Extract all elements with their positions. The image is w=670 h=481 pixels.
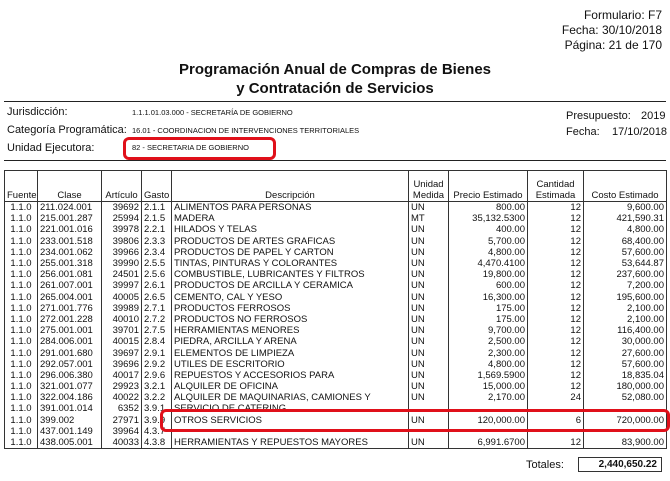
table-row — [5, 347, 667, 358]
cell-precio: 175.00 — [449, 303, 528, 314]
categoria-label: Categoría Programática: — [7, 124, 127, 136]
col-precio: Precio Estimado — [449, 171, 528, 202]
cell-cantidad: 12 — [528, 325, 584, 336]
cell-cantidad: 6 — [528, 415, 584, 426]
cell-gasto: 3.2.2 — [142, 392, 172, 403]
cell-clase: 321.001.077 — [38, 381, 102, 392]
cell-unidad: UN — [409, 202, 449, 214]
cell-costo: 421,590.31 — [584, 213, 667, 224]
cell-fuente: 1.1.0 — [5, 415, 38, 426]
cell-clase: 391.001.014 — [38, 403, 102, 414]
cell-costo: 116,400.00 — [584, 325, 667, 336]
cell-unidad: UN — [409, 415, 449, 426]
cell-descripcion: REPUESTOS Y ACCESORIOS PARA — [172, 370, 409, 381]
cell-gasto: 3.9.9 — [142, 415, 172, 426]
cell-unidad: UN — [409, 280, 449, 291]
presupuesto-label: Presupuesto: — [566, 110, 631, 122]
cell-unidad: UN — [409, 236, 449, 247]
cell-clase: 211.024.001 — [38, 202, 102, 214]
cell-clase: 255.001.318 — [38, 258, 102, 269]
cell-precio: 5,700.00 — [449, 236, 528, 247]
cell-fuente: 1.1.0 — [5, 336, 38, 347]
cell-gasto: 2.3.4 — [142, 247, 172, 258]
cell-clase: 234.001.062 — [38, 247, 102, 258]
cell-unidad: UN — [409, 258, 449, 269]
cell-cantidad: 12 — [528, 202, 584, 214]
cell-fuente: 1.1.0 — [5, 202, 38, 214]
cell-descripcion: HERRAMIENTAS Y REPUESTOS MAYORES — [172, 437, 409, 449]
cell-precio: 9,700.00 — [449, 325, 528, 336]
table-row — [5, 292, 667, 303]
cell-gasto: 2.1.1 — [142, 202, 172, 214]
cell-descripcion: HILADOS Y TELAS — [172, 224, 409, 235]
cell-fuente: 1.1.0 — [5, 426, 38, 437]
cell-cantidad: 12 — [528, 437, 584, 449]
cell-clase: 265.004.001 — [38, 292, 102, 303]
cell-clase: 438.005.001 — [38, 437, 102, 449]
cell-fuente: 1.1.0 — [5, 437, 38, 449]
cell-unidad: UN — [409, 269, 449, 280]
cell-gasto: 2.8.4 — [142, 336, 172, 347]
table-row — [5, 303, 667, 314]
cell-clase: 233.001.518 — [38, 236, 102, 247]
cell-cantidad: 12 — [528, 280, 584, 291]
cell-fuente: 1.1.0 — [5, 213, 38, 224]
otros-servicios-highlight-box — [160, 409, 670, 432]
table-row — [5, 336, 667, 347]
cell-costo: 57,600.00 — [584, 359, 667, 370]
cell-costo: 2,100.00 — [584, 303, 667, 314]
cell-descripcion: ELEMENTOS DE LIMPIEZA — [172, 347, 409, 358]
cell-descripcion: PRODUCTOS DE PAPEL Y CARTON — [172, 247, 409, 258]
cell-descripcion: PRODUCTOS FERROSOS — [172, 303, 409, 314]
table-row — [5, 370, 667, 381]
fecha-value: 17/10/2018 — [612, 126, 668, 138]
col-descripcion: Descripción — [172, 171, 409, 202]
cell-gasto: 2.9.1 — [142, 347, 172, 358]
cell-unidad: UN — [409, 292, 449, 303]
cell-articulo: 39990 — [102, 258, 142, 269]
cell-gasto: 2.5.5 — [142, 258, 172, 269]
cell-articulo: 39997 — [102, 280, 142, 291]
cell-descripcion: ALQUILER DE OFICINA — [172, 381, 409, 392]
cell-unidad: UN — [409, 247, 449, 258]
cell-cantidad: 24 — [528, 392, 584, 403]
cell-costo: 9,600.00 — [584, 202, 667, 214]
budget-table — [4, 170, 667, 449]
cell-fuente: 1.1.0 — [5, 303, 38, 314]
cell-clase: 296.006.380 — [38, 370, 102, 381]
table-row — [5, 224, 667, 235]
cell-cantidad: 12 — [528, 292, 584, 303]
cell-costo: 83,900.00 — [584, 437, 667, 449]
cell-fuente: 1.1.0 — [5, 247, 38, 258]
formulario-label: Formulario: F7 — [583, 8, 662, 22]
cell-articulo: 39696 — [102, 359, 142, 370]
table-row — [5, 325, 667, 336]
cell-articulo: 40022 — [102, 392, 142, 403]
cell-articulo: 25994 — [102, 213, 142, 224]
form-info — [562, 8, 662, 53]
cell-clase: 437.001.149 — [38, 426, 102, 437]
cell-costo: 720,000.00 — [584, 415, 667, 426]
cell-costo: 68,400.00 — [584, 236, 667, 247]
col-fuente: Fuente — [5, 171, 38, 202]
cell-descripcion: ALQUILER DE MAQUINARIAS, CAMIONES Y — [172, 392, 409, 403]
jurisdiccion-value: 1.1.1.01.03.000 - SECRETARÍA DE GOBIERNO — [132, 108, 293, 117]
cell-gasto: 4.3.7 — [142, 426, 172, 437]
table-row — [5, 202, 667, 214]
cell-unidad: UN — [409, 303, 449, 314]
cell-cantidad: 12 — [528, 314, 584, 325]
cell-fuente: 1.1.0 — [5, 381, 38, 392]
cell-precio: 16,300.00 — [449, 292, 528, 303]
cell-articulo: 39692 — [102, 202, 142, 214]
cell-precio: 2,170.00 — [449, 392, 528, 403]
page-number: Página: 21 de 170 — [564, 38, 662, 52]
cell-articulo: 6352 — [102, 403, 142, 414]
cell-clase: 261.007.001 — [38, 280, 102, 291]
cell-articulo: 40033 — [102, 437, 142, 449]
cell-descripcion: MADERA — [172, 213, 409, 224]
cell-costo: 7,200.00 — [584, 280, 667, 291]
cell-precio: 4,470.4100 — [449, 258, 528, 269]
cell-precio: 120,000.00 — [449, 415, 528, 426]
cell-unidad: UN — [409, 224, 449, 235]
cell-costo: 195,600.00 — [584, 292, 667, 303]
title-line-2: y Contratación de Servicios — [236, 80, 434, 97]
cell-articulo: 40015 — [102, 336, 142, 347]
totals-label: Totales: — [526, 459, 564, 471]
col-unidad: Unidad Medida — [409, 171, 449, 202]
cell-fuente: 1.1.0 — [5, 347, 38, 358]
cell-articulo: 39966 — [102, 247, 142, 258]
cell-gasto: 2.7.2 — [142, 314, 172, 325]
cell-clase: 399.002 — [38, 415, 102, 426]
cell-precio: 175.00 — [449, 314, 528, 325]
cell-costo: 27,600.00 — [584, 347, 667, 358]
cell-gasto: 2.7.5 — [142, 325, 172, 336]
cell-gasto: 2.7.1 — [142, 303, 172, 314]
cell-descripcion: PRODUCTOS DE ARTES GRAFICAS — [172, 236, 409, 247]
cell-clase: 275.001.001 — [38, 325, 102, 336]
fecha-label: Fecha: — [566, 126, 600, 138]
cell-gasto: 3.9.1 — [142, 403, 172, 414]
cell-articulo: 40017 — [102, 370, 142, 381]
title-line-1: Programación Anual de Compras de Bienes — [178, 61, 492, 78]
table-row — [5, 236, 667, 247]
cell-unidad: UN — [409, 314, 449, 325]
presupuesto-value: 2019 — [641, 110, 666, 122]
cell-gasto: 2.5.6 — [142, 269, 172, 280]
cell-unidad: UN — [409, 437, 449, 449]
cell-precio: 4,800.00 — [449, 247, 528, 258]
cell-precio: 2,300.00 — [449, 347, 528, 358]
cell-descripcion: HERRAMIENTAS MENORES — [172, 325, 409, 336]
cell-articulo: 29923 — [102, 381, 142, 392]
cell-cantidad: 12 — [528, 359, 584, 370]
col-cantidad: Cantidad Estimada — [528, 171, 584, 202]
cell-unidad: UN — [409, 336, 449, 347]
cell-precio: 19,800.00 — [449, 269, 528, 280]
cell-fuente: 1.1.0 — [5, 314, 38, 325]
cell-cantidad: 12 — [528, 303, 584, 314]
cell-descripcion: OTROS SERVICIOS — [172, 415, 409, 426]
cell-descripcion: PRODUCTOS NO FERROSOS — [172, 314, 409, 325]
table-row — [5, 258, 667, 269]
cell-cantidad: 12 — [528, 258, 584, 269]
col-articulo: Artículo — [102, 171, 142, 202]
cell-unidad: UN — [409, 347, 449, 358]
table-row — [5, 392, 667, 403]
table-row — [5, 247, 667, 258]
cell-fuente: 1.1.0 — [5, 392, 38, 403]
cell-cantidad: 12 — [528, 370, 584, 381]
cell-articulo: 39964 — [102, 426, 142, 437]
cell-fuente: 1.1.0 — [5, 292, 38, 303]
col-clase: Clase — [38, 171, 102, 202]
totals-value: 2,440,650.22 — [578, 457, 662, 472]
cell-descripcion: ALIMENTOS PARA PERSONAS — [172, 202, 409, 214]
cell-cantidad: 12 — [528, 347, 584, 358]
cell-articulo: 27971 — [102, 415, 142, 426]
col-gasto: Gasto — [142, 171, 172, 202]
cell-articulo: 40010 — [102, 314, 142, 325]
cell-descripcion: PRODUCTOS DE ARCILLA Y CERAMICA — [172, 280, 409, 291]
cell-cantidad: 12 — [528, 336, 584, 347]
cell-unidad: UN — [409, 370, 449, 381]
cell-cantidad: 12 — [528, 269, 584, 280]
cell-precio: 1,569.5900 — [449, 370, 528, 381]
divider-info — [4, 160, 666, 161]
cell-gasto: 4.3.8 — [142, 437, 172, 449]
cell-clase: 272.001.228 — [38, 314, 102, 325]
cell-unidad: UN — [409, 359, 449, 370]
cell-precio: 600.00 — [449, 280, 528, 291]
cell-costo: 30,000.00 — [584, 336, 667, 347]
cell-gasto: 2.9.6 — [142, 370, 172, 381]
cell-fuente: 1.1.0 — [5, 224, 38, 235]
cell-gasto: 2.3.3 — [142, 236, 172, 247]
print-date: Fecha: 30/10/2018 — [561, 23, 662, 37]
cell-precio: 15,000.00 — [449, 381, 528, 392]
table-row — [5, 359, 667, 370]
cell-clase: 284.006.001 — [38, 336, 102, 347]
cell-articulo: 24501 — [102, 269, 142, 280]
cell-descripcion: UTILES DE ESCRITORIO — [172, 359, 409, 370]
cell-clase: 221.001.016 — [38, 224, 102, 235]
cell-articulo: 40005 — [102, 292, 142, 303]
table-row — [5, 213, 667, 224]
cell-articulo: 39697 — [102, 347, 142, 358]
cell-cantidad: 12 — [528, 236, 584, 247]
table-row — [5, 437, 667, 449]
cell-costo: 57,600.00 — [584, 247, 667, 258]
cell-fuente: 1.1.0 — [5, 258, 38, 269]
cell-unidad: UN — [409, 325, 449, 336]
cell-descripcion: TINTAS, PINTURAS Y COLORANTES — [172, 258, 409, 269]
cell-costo: 18,835.04 — [584, 370, 667, 381]
cell-fuente: 1.1.0 — [5, 370, 38, 381]
cell-costo: 52,080.00 — [584, 392, 667, 403]
cell-articulo: 39701 — [102, 325, 142, 336]
cell-clase: 215.001.287 — [38, 213, 102, 224]
cell-descripcion: SERVICIO DE CATERING — [172, 403, 409, 414]
unidad-ejecutora-label: Unidad Ejecutora: — [7, 142, 95, 154]
cell-precio: 800.00 — [449, 202, 528, 214]
cell-unidad: MT — [409, 213, 449, 224]
cell-precio: 2,500.00 — [449, 336, 528, 347]
unidad-ejecutora-value: 82 - SECRETARIA DE GOBIERNO — [132, 143, 249, 152]
cell-costo: 237,600.00 — [584, 269, 667, 280]
cell-articulo: 39978 — [102, 224, 142, 235]
cell-precio: 35,132.5300 — [449, 213, 528, 224]
cell-descripcion: PIEDRA, ARCILLA Y ARENA — [172, 336, 409, 347]
col-costo: Costo Estimado — [584, 171, 667, 202]
cell-articulo: 39989 — [102, 303, 142, 314]
cell-fuente: 1.1.0 — [5, 269, 38, 280]
cell-cantidad: 12 — [528, 381, 584, 392]
cell-fuente: 1.1.0 — [5, 325, 38, 336]
table-row — [5, 314, 667, 325]
cell-cantidad: 12 — [528, 224, 584, 235]
cell-costo: 180,000.00 — [584, 381, 667, 392]
cell-fuente: 1.1.0 — [5, 359, 38, 370]
cell-fuente: 1.1.0 — [5, 280, 38, 291]
cell-gasto: 3.2.1 — [142, 381, 172, 392]
table-row — [5, 280, 667, 291]
cell-gasto: 2.2.1 — [142, 224, 172, 235]
document-title — [0, 60, 670, 98]
cell-clase: 256.001.081 — [38, 269, 102, 280]
cell-gasto: 2.6.1 — [142, 280, 172, 291]
table-header-row — [5, 171, 667, 202]
cell-clase: 322.004.186 — [38, 392, 102, 403]
cell-descripcion: CEMENTO, CAL Y YESO — [172, 292, 409, 303]
cell-unidad: UN — [409, 392, 449, 403]
cell-fuente: 1.1.0 — [5, 403, 38, 414]
cell-clase: 291.001.680 — [38, 347, 102, 358]
divider-top — [4, 101, 666, 102]
table-row — [5, 269, 667, 280]
cell-cantidad: 12 — [528, 213, 584, 224]
cell-precio: 6,991.6700 — [449, 437, 528, 449]
cell-descripcion: COMBUSTIBLE, LUBRICANTES Y FILTROS — [172, 269, 409, 280]
cell-gasto: 2.1.5 — [142, 213, 172, 224]
cell-unidad: UN — [409, 381, 449, 392]
cell-costo: 53,644.87 — [584, 258, 667, 269]
cell-precio: 4,800.00 — [449, 359, 528, 370]
cell-fuente: 1.1.0 — [5, 236, 38, 247]
cell-gasto: 2.9.2 — [142, 359, 172, 370]
jurisdiccion-label: Jurisdicción: — [7, 106, 68, 118]
cell-precio: 400.00 — [449, 224, 528, 235]
cell-costo: 4,800.00 — [584, 224, 667, 235]
table-row — [5, 381, 667, 392]
categoria-value: 16.01 - COORDINACION DE INTERVENCIONES TERRITORIALES — [132, 126, 360, 135]
cell-articulo: 39806 — [102, 236, 142, 247]
cell-clase: 271.001.776 — [38, 303, 102, 314]
cell-gasto: 2.6.5 — [142, 292, 172, 303]
cell-clase: 292.057.001 — [38, 359, 102, 370]
cell-costo: 2,100.00 — [584, 314, 667, 325]
cell-cantidad: 12 — [528, 247, 584, 258]
